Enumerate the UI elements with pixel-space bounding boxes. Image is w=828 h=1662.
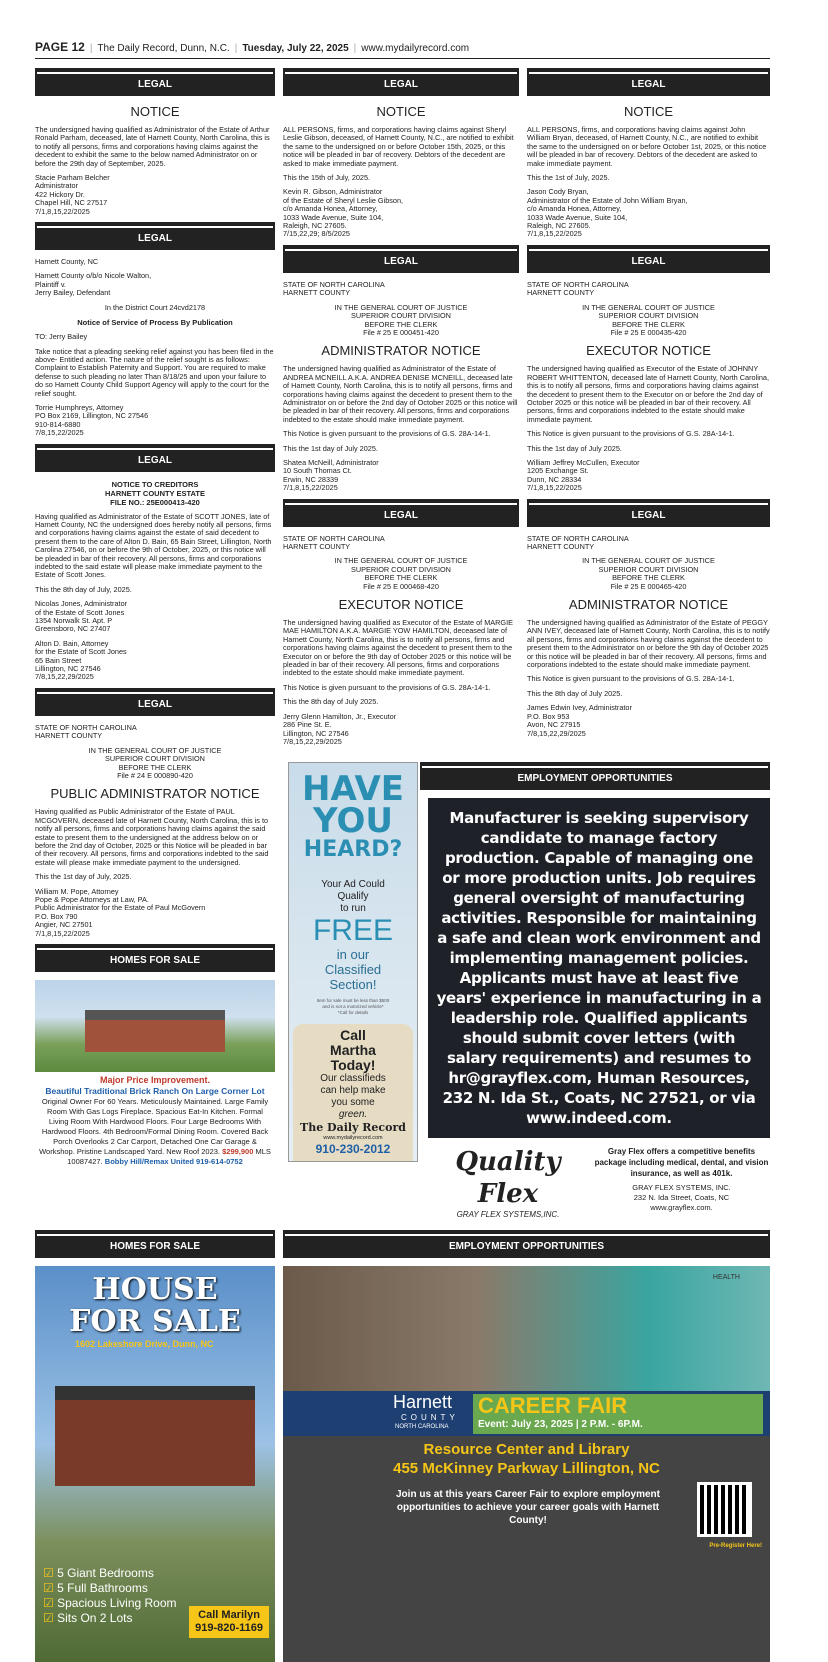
notice-whittenton xyxy=(527,281,770,493)
promo-text: Our classifieds can help make you some xyxy=(320,1073,386,1109)
notice-hamilton xyxy=(283,535,519,747)
notice-signature: Alton D. Bain, Attorney for the Estate of Scott Jones 65 Bain Street Lillington, NC 27546 7/8,15,22,29/2025 xyxy=(35,638,127,682)
page-header: PAGE 12 | The Daily Record, Dunn, N.C. | Tuesday, July 22, 2025 | www.mydailyrecord.com xyxy=(35,40,770,59)
notice-court: IN THE GENERAL COURT OF JUSTICE SUPERIOR COURT DIVISION BEFORE THE CLERK File # 25 E 000465-420 xyxy=(582,556,715,591)
promo-call: Call Martha Today! xyxy=(330,1027,376,1074)
promo-green: green. xyxy=(338,1109,368,1121)
section-bar-employment: EMPLOYMENT OPPORTUNITIES xyxy=(420,762,770,790)
notice-bryan xyxy=(527,104,770,239)
notice-date: This the 1st day of July 2025. xyxy=(283,443,378,453)
feature-item: ☑ Spacious Living Room xyxy=(43,1596,177,1611)
notice-signature: James Edwin Ivey, Administrator P.O. Box 953 Avon, NC 27915 7/8,15,22,29/2025 xyxy=(527,703,632,738)
notice-signature: Kevin R. Gibson, Administrator of the Estate of Sheryl Leslie Gibson, c/o Amanda Honea, Attorney, 1033 Wade Avenue, Suite 104, Raleigh, NC 27605. 7/15,22,29; 8/5/2025 xyxy=(283,187,404,239)
promo-heard: HEARD? xyxy=(303,837,403,863)
event-venue: Resource Center and Library xyxy=(423,1441,630,1459)
section-bar-legal: LEGAL xyxy=(35,68,275,96)
ad-price: $299,900 xyxy=(222,1147,254,1156)
notice-date: This the 8th day of July 2025. xyxy=(527,688,623,698)
notice-court: IN THE GENERAL COURT OF JUSTICE SUPERIOR COURT DIVISION BEFORE THE CLERK File # 25 E 000451-420 xyxy=(334,302,468,337)
company-address: GRAY FLEX SYSTEMS, INC. 232 N. Ida Street, Coats, NC www.grayflex.com. xyxy=(632,1183,731,1213)
notice-county: Harnett County, NC xyxy=(35,257,99,267)
ad-mls: MLS 10087427. xyxy=(67,1147,271,1166)
promo-free: FREE xyxy=(312,914,393,948)
notice-signature: Torrie Humphreys, Attorney PO Box 2169, Lillington, NC 27546 910-814-6880 7/8,15,22/2025 xyxy=(35,402,149,438)
notice-title: Notice of Service of Process By Publication xyxy=(77,318,233,328)
job-ad-text: Manufacturer is seeking supervisory candidate to manage factory production. Capable of managing one or more production units. Job requires general oversight of manufacturing activities. Responsible for maintaining a safe and clean work environment and implementing management policies. Applicants must have at least five years' experience in manufacturing in a leadership role. Qualified applicants should submit cover letters (with salary requirements) and resumes to hr@grayflex.com, Human Resources, 232 N. Ida St., Coats, NC 27521, or via www.indeed.com. xyxy=(428,798,770,1138)
notice-statute: This Notice is given pursuant to the provisions of G.S. 28A-14-1. xyxy=(283,682,491,692)
notice-body: The undersigned having qualified as Administrator of the Estate of PEGGY ANN IVEY, deceased late of Harnett County, North Carolina, this is to notify all persons, firms and corporations having claims against the decedent to present them to the Administrator on or before the 9th day of October 2025 or this notice will be pleaded in bar of their recovery. All persons, firms and corporations indebted to the estate should make immediate payment. xyxy=(527,618,770,670)
column-1 xyxy=(35,62,275,1171)
notice-title: EXECUTOR NOTICE xyxy=(586,343,711,359)
promo-fine-print: Item for sale must be less than $500 and is not a motorized vehicle* *Call for details xyxy=(316,998,390,1016)
call-label: Call Marilyn xyxy=(198,1609,260,1622)
notice-statute: This Notice is given pursuant to the provisions of G.S. 28A-14-1. xyxy=(527,429,735,439)
notice-date: This the 1st day of July 2025. xyxy=(527,443,622,453)
notice-state: STATE OF NORTH CAROLINA HARNETT COUNTY xyxy=(35,722,137,741)
event-address: 455 McKinney Parkway Lillington, NC xyxy=(393,1460,660,1478)
notice-date: This the 8th day of July 2025. xyxy=(283,697,379,707)
ad-headline: Major Price Improvement. xyxy=(99,1075,211,1085)
event-description: Join us at this years Career Fair to explore employment opportunities to achieve your career goals with Harnett County! xyxy=(396,1489,660,1527)
notice-body: ALL PERSONS, firms, and corporations having claims against Sheryl Leslie Gibson, deceased, of Harnett County, N.C., are notified to exhibit the same to the undersigned on or before October 15th, 2025, or this notice will be pleaded in bar of recovery. Debtors of the decedent are asked to make immediate payment. xyxy=(283,125,514,168)
ad-agent: Bobby Hill/Remax United 919-614-0752 xyxy=(104,1157,243,1166)
notice-title: PUBLIC ADMINISTRATOR NOTICE xyxy=(50,786,260,802)
section-bar-employment: EMPLOYMENT OPPORTUNITIES xyxy=(283,1230,770,1258)
ad-body: Original Owner For 60 Years. Meticulously Maintained. Large Family Room With Gas Logs Fireplace. Spacious Eat-In Kitchen. Formal Living Room With Hardwood Floors. Four Large Bedrooms With Hardwood Floors. 4th Bedroom/Formal Dining Room. Covered Back Porch Overlooks 2 Car Carport, Detached One Car Garage & Workshop. Pristine Landscaped Yard. New Roof 2023. xyxy=(39,1097,269,1156)
page-body xyxy=(35,62,770,1662)
promo-phone: 910-230-2012 xyxy=(315,1142,391,1157)
daily-record-logo: The Daily Record xyxy=(300,1121,406,1135)
right-area xyxy=(283,62,770,1220)
notice-signature: Nicolas Jones, Administrator of the Estate of Scott Jones 1354 Norwalk St. Apt. P Greensboro, NC 27407 xyxy=(35,599,128,634)
notice-title: NOTICE xyxy=(623,104,674,119)
job-benefits: Gray Flex offers a competitive benefits package including medical, dental, and vision insurance, as well as 401k. xyxy=(594,1147,769,1179)
notice-date: This the 1st of July, 2025. xyxy=(527,173,610,183)
notice-public-admin xyxy=(35,724,275,938)
career-fair-ad xyxy=(283,1266,770,1662)
notice-signature: William M. Pope, Attorney Pope & Pope Attorneys at Law, PA. Public Administrator for the Estate of Paul McGovern P.O. Box 790 Angier, NC 27501 7/1,8,15,22/2025 xyxy=(35,886,206,938)
notice-body: The undersigned having qualified as Executor of the Estate of MARGIE MAE HAMILTON A.K.A. MARGIE YOW HAMILTON, deceased late of Harnett County, North Carolina, this is to notify all persons, firms and corporations having claims against the decedent to present them to the Executor on or before the 9th day of October 2025 or this notice will be pleaded in bar of their recovery. All persons, firms and corporations indebted to the estate should make immediate payment. xyxy=(283,618,513,678)
notice-parties: Harnett County o/b/o Nicole Walton, Plaintiff v. Jerry Bailey, Defendant xyxy=(35,271,152,298)
notice-body: ALL PERSONS, firms, and corporations having claims against John William Bryan, deceased, of Harnett County, N.C., are notified to exhibit the same to the undersigned on or before October 1st, 2025, or this notice will be pleaded in bar of recovery. Debtors of the decedent are asked to make immediate payment. xyxy=(527,125,767,168)
section-bar-legal: LEGAL xyxy=(527,245,770,273)
harnett-logo-sub: COUNTY xyxy=(401,1413,459,1423)
notice-title: ADMINISTRATOR NOTICE xyxy=(568,597,729,613)
notice-signature: Jerry Glenn Hamilton, Jr., Executor 286 Pine St. E. Lillington, NC 27546 7/8,15,22,29/2025 xyxy=(283,711,397,746)
notice-title: ADMINISTRATOR NOTICE xyxy=(321,343,481,359)
promo-you: YOU xyxy=(313,801,393,842)
notice-body: The undersigned having qualified as Administrator of the Estate of ANDREA MCNEILL A.K.A. ANDREA DENISE MCNEILL, deceased late of Harnett County, North Carolina, this is to notify all persons, firms and corporations having claims against the decedent to present them to the Administrator on or before the 2nd day of October 2025 or this notice will be pleaded in bar of their recovery. All persons, firms and corporations indebted to the estate should make immediate payment. xyxy=(283,364,518,424)
notice-statute: This Notice is given pursuant to the provisions of G.S. 28A-14-1. xyxy=(527,674,735,684)
ad-title: FOR SALE xyxy=(69,1304,241,1340)
qr-code[interactable] xyxy=(697,1482,752,1537)
notice-date: This the 1st day of July, 2025. xyxy=(35,872,132,882)
house-photo xyxy=(35,980,275,1072)
promo-text: Your Ad Could Qualify to run xyxy=(321,879,385,915)
notice-body: Having qualified as Administrator of the Estate of SCOTT JONES, late of Harnett County, NC the undersigned does hereby notify all persons, firms and corporations having claims against the estate of said decedent to present them to the care of Alton D. Bain, 65 Bain Street, Lillington, North Carolina 27546, on or before the 9th of October, 2025, or this notice will be pleaded in bar of their recovery. All persons, firms and corporations indebted to the said estate will please make immediate payment to the Estate of Scott Jones. xyxy=(35,511,272,580)
column-2 xyxy=(283,62,519,752)
promo-url: www.mydailyrecord.com xyxy=(323,1135,383,1142)
section-bar-legal: LEGAL xyxy=(283,245,519,273)
issue-date: Tuesday, July 22, 2025 xyxy=(242,43,349,54)
section-bar-legal: LEGAL xyxy=(35,222,275,250)
classified-promo-ad xyxy=(288,762,418,1162)
checkbox-icon: ☑ xyxy=(43,1581,54,1596)
feature-item: ☑ 5 Giant Bedrooms xyxy=(43,1566,154,1581)
notice-ivey xyxy=(527,535,770,738)
event-datetime: Event: July 23, 2025 | 2 P.M. - 6P.M. xyxy=(478,1419,643,1431)
section-bar-legal: LEGAL xyxy=(283,68,519,96)
notice-signature: Stacie Parham Belcher Administrator 422 Hickory Dr. Chapel Hill, NC 27517 7/1,8,15,22/2025 xyxy=(35,173,110,216)
notice-signature: William Jeffrey McCullen, Executor 1205 Exchange St. Dunn, NC 28334 7/1,8,15,22/2025 xyxy=(527,457,640,493)
ad-subheadline: Beautiful Traditional Brick Ranch On Large Corner Lot xyxy=(45,1086,265,1096)
notice-title: NOTICE TO CREDITORS HARNETT COUNTY ESTATE FILE NO.: 25E000413-420 xyxy=(104,479,205,507)
notice-to: TO: Jerry Bailey xyxy=(35,332,88,342)
checkbox-icon: ☑ xyxy=(43,1566,54,1581)
notice-date: This the 15th of July, 2025. xyxy=(283,173,371,183)
employment-column xyxy=(420,756,770,1220)
promo-have: HAVE xyxy=(302,769,404,810)
harnett-logo-state: NORTH CAROLINA xyxy=(395,1424,449,1431)
notice-body: Take notice that a pleading seeking relief against you has been filed in the above- Entitled action. The nature of the relief sought is as follows: Complaint to Establish Paternity and Support. You are required to make defense to such pleading no later Than 8/18/25 and upon your failure to do so Harnett County Child Support Agency will apply to the court for the relief sought. xyxy=(35,346,274,398)
notice-creditors xyxy=(35,480,275,682)
section-bar-homes: HOMES FOR SALE xyxy=(35,1230,275,1258)
grayflex-job-ad xyxy=(428,798,770,1220)
event-photos xyxy=(283,1266,770,1391)
ad-title: HOUSE xyxy=(92,1272,218,1308)
notice-court: In the District Court 24cvd2178 xyxy=(104,302,206,312)
house-photo xyxy=(55,1386,255,1486)
website: www.mydailyrecord.com xyxy=(361,43,470,54)
section-bar-legal: LEGAL xyxy=(35,688,275,716)
notice-body: Having qualified as Public Administrator of the Estate of PAUL MCGOVERN, deceased late of Harnett County, North Carolina, this is to notify all persons, firms and corporations having claims against the said estate to present them to the undersigned at the address below on or before the 2nd day of October, 2025 or this Notice will be pleaded in bar of their recovery. All persons, firms and corporations indebted to the said estate will please make immediate payment to the undersigned. xyxy=(35,807,269,867)
page-number: PAGE 12 xyxy=(35,40,85,54)
notice-parham xyxy=(35,104,275,216)
phone-number: 919-820-1169 xyxy=(195,1622,263,1635)
notice-court: IN THE GENERAL COURT OF JUSTICE SUPERIOR COURT DIVISION BEFORE THE CLERK File # 24 E 000890-420 xyxy=(88,745,222,780)
notice-service-publication xyxy=(35,258,275,438)
notice-gibson xyxy=(283,104,519,239)
harnett-logo: Harnett xyxy=(393,1392,453,1413)
career-fair-title: CAREER FAIR xyxy=(478,1393,628,1419)
notice-title: NOTICE xyxy=(376,104,426,119)
checkbox-icon: ☑ xyxy=(43,1596,54,1611)
notice-court: IN THE GENERAL COURT OF JUSTICE SUPERIOR COURT DIVISION BEFORE THE CLERK File # 25 E 000435-420 xyxy=(582,302,715,337)
notice-signature: Jason Cody Bryan, Administrator of the Estate of John William Bryan, c/o Amanda Honea, Attorney, 1033 Wade Avenue, Suite 104, Raleigh, NC 27605. 7/1,8,15,22/2025 xyxy=(527,187,688,239)
health-sign: HEALTH xyxy=(712,1274,740,1282)
notice-court: IN THE GENERAL COURT OF JUSTICE SUPERIOR COURT DIVISION BEFORE THE CLERK File # 25 E 000468-420 xyxy=(334,556,468,591)
notice-state: STATE OF NORTH CAROLINA HARNETT COUNTY xyxy=(283,279,385,298)
house-for-sale-ad xyxy=(35,1266,275,1662)
notice-mcneill xyxy=(283,281,519,493)
notice-body: The undersigned having qualified as Executor of the Estate of JOHNNY ROBERT WHITTENTON, deceased late of Harnett County, North Carolina, this is to notify all persons, firms and corporations having claims against the decedent to present them to the Executor on or before the 2nd day of October 2025 or this notice will be pleaded in bar of their recovery. All persons, firms and corporations indebted to the estate should make immediate payment. xyxy=(527,364,769,424)
feature-item: ☑ 5 Full Bathrooms xyxy=(43,1581,148,1596)
pre-register-label: Pre-Register Here! xyxy=(709,1543,762,1550)
notice-title: EXECUTOR NOTICE xyxy=(338,597,464,613)
paper-name: The Daily Record, Dunn, N.C. xyxy=(97,43,230,54)
feature-item: ☑ Sits On 2 Lots xyxy=(43,1611,133,1626)
notice-statute: This Notice is given pursuant to the provisions of G.S. 28A-14-1. xyxy=(283,429,491,439)
notice-state: STATE OF NORTH CAROLINA HARNETT COUNTY xyxy=(527,279,629,298)
checkbox-icon: ☑ xyxy=(43,1611,54,1626)
notice-date: This the 8th day of July, 2025. xyxy=(35,584,132,594)
notice-body: The undersigned having qualified as Administrator of the Estate of Arthur Ronald Parham, deceased, late of Harnett County, North Carolina, this is to notify all persons, firms and corporations having claims against the decedent to exhibit the same to the below named Administrator on or before the 29th day of September, 2025. xyxy=(35,125,270,168)
column-3 xyxy=(527,62,770,744)
home-listing-ad xyxy=(35,980,275,1171)
logo-subtitle: GRAY FLEX SYSTEMS,INC. xyxy=(456,1210,560,1220)
section-bar-legal: LEGAL xyxy=(527,68,770,96)
section-bar-legal: LEGAL xyxy=(35,444,275,472)
notice-state: STATE OF NORTH CAROLINA HARNETT COUNTY xyxy=(527,533,629,551)
section-bar-homes: HOMES FOR SALE xyxy=(35,944,275,972)
quality-flex-logo: Quality Flex xyxy=(455,1147,561,1210)
house-address: 1602 Lakeshore Drive, Dunn, NC xyxy=(75,1339,214,1350)
notice-title: NOTICE xyxy=(130,104,180,119)
section-bar-legal: LEGAL xyxy=(283,499,519,527)
notice-state: STATE OF NORTH CAROLINA HARNETT COUNTY xyxy=(283,533,385,551)
section-bar-legal: LEGAL xyxy=(527,499,770,527)
notice-signature: Shatea McNeill, Administrator 10 South Thomas Ct. Erwin, NC 28339 7/1,8,15,22/2025 xyxy=(283,457,379,493)
promo-text: in our Classified Section! xyxy=(324,947,382,993)
